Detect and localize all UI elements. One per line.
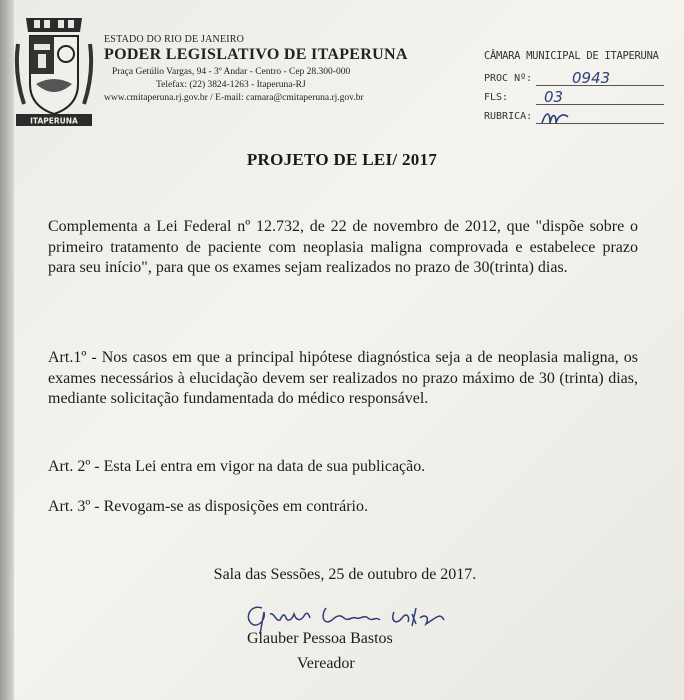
header-organization: PODER LEGISLATIVO DE ITAPERUNA xyxy=(104,46,408,63)
article-3: Art. 3º - Revogam-se as disposições em contrário. xyxy=(48,498,368,515)
article-2: Art. 2º - Esta Lei entra em vigor na data de sua publicação. xyxy=(48,458,426,475)
signer-name: Glauber Pessoa Bastos xyxy=(247,630,393,647)
ementa-paragraph: Complementa a Lei Federal nº 12.732, de 22 de novembro de 2012, que "dispõe sobre o primeiro tratamento de paciente com neoplasia maligna comprovada e estabelece prazo para seu início", para que os exames sejam realizados no prazo de 30(trinta) dias. xyxy=(48,218,638,276)
header-address: Praça Getúlio Vargas, 94 - 3º Andar - Centro - Cep 28.300-000 xyxy=(112,67,351,77)
svg-text:ITAPERUNA: ITAPERUNA xyxy=(30,116,78,126)
header-web-email: www.cmitaperuna.rj.gov.br / E-mail: camara@cmitaperuna.rj.gov.br xyxy=(104,93,364,103)
page-edge-shadow xyxy=(0,0,14,700)
header-phone: Telefax: (22) 3824-1263 - Itaperuna-RJ xyxy=(156,80,306,90)
stamp-title: CÂMARA MUNICIPAL DE ITAPERUNA xyxy=(484,50,659,62)
signer-role: Vereador xyxy=(297,655,355,672)
stamp-proc-value: 0943 xyxy=(572,69,611,87)
protocol-stamp xyxy=(484,50,674,126)
stamp-proc-label: PROC Nº: xyxy=(484,73,533,84)
stamp-fls-label: FLS: xyxy=(484,92,509,103)
closing-line: Sala das Sessões, 25 de outubro de 2017. xyxy=(213,566,477,583)
coat-of-arms-icon xyxy=(14,14,94,132)
header-state: ESTADO DO RIO DE JANEIRO xyxy=(104,34,245,45)
article-1: Art.1º - Nos casos em que a principal hipótese diagnóstica seja a de neoplasia maligna, os exames necessários à elucidação devem ser realizados no prazo máximo de 30 (trinta) dias, mediante solicitação fundamentada do médico responsável. xyxy=(48,349,638,407)
stamp-rubrica-label: RUBRICA: xyxy=(484,111,533,122)
stamp-fls-value: 03 xyxy=(544,88,564,106)
document-title: PROJETO DE LEI/ 2017 xyxy=(246,150,438,169)
rubrica-initials-icon xyxy=(540,109,570,127)
letterhead xyxy=(104,34,408,103)
